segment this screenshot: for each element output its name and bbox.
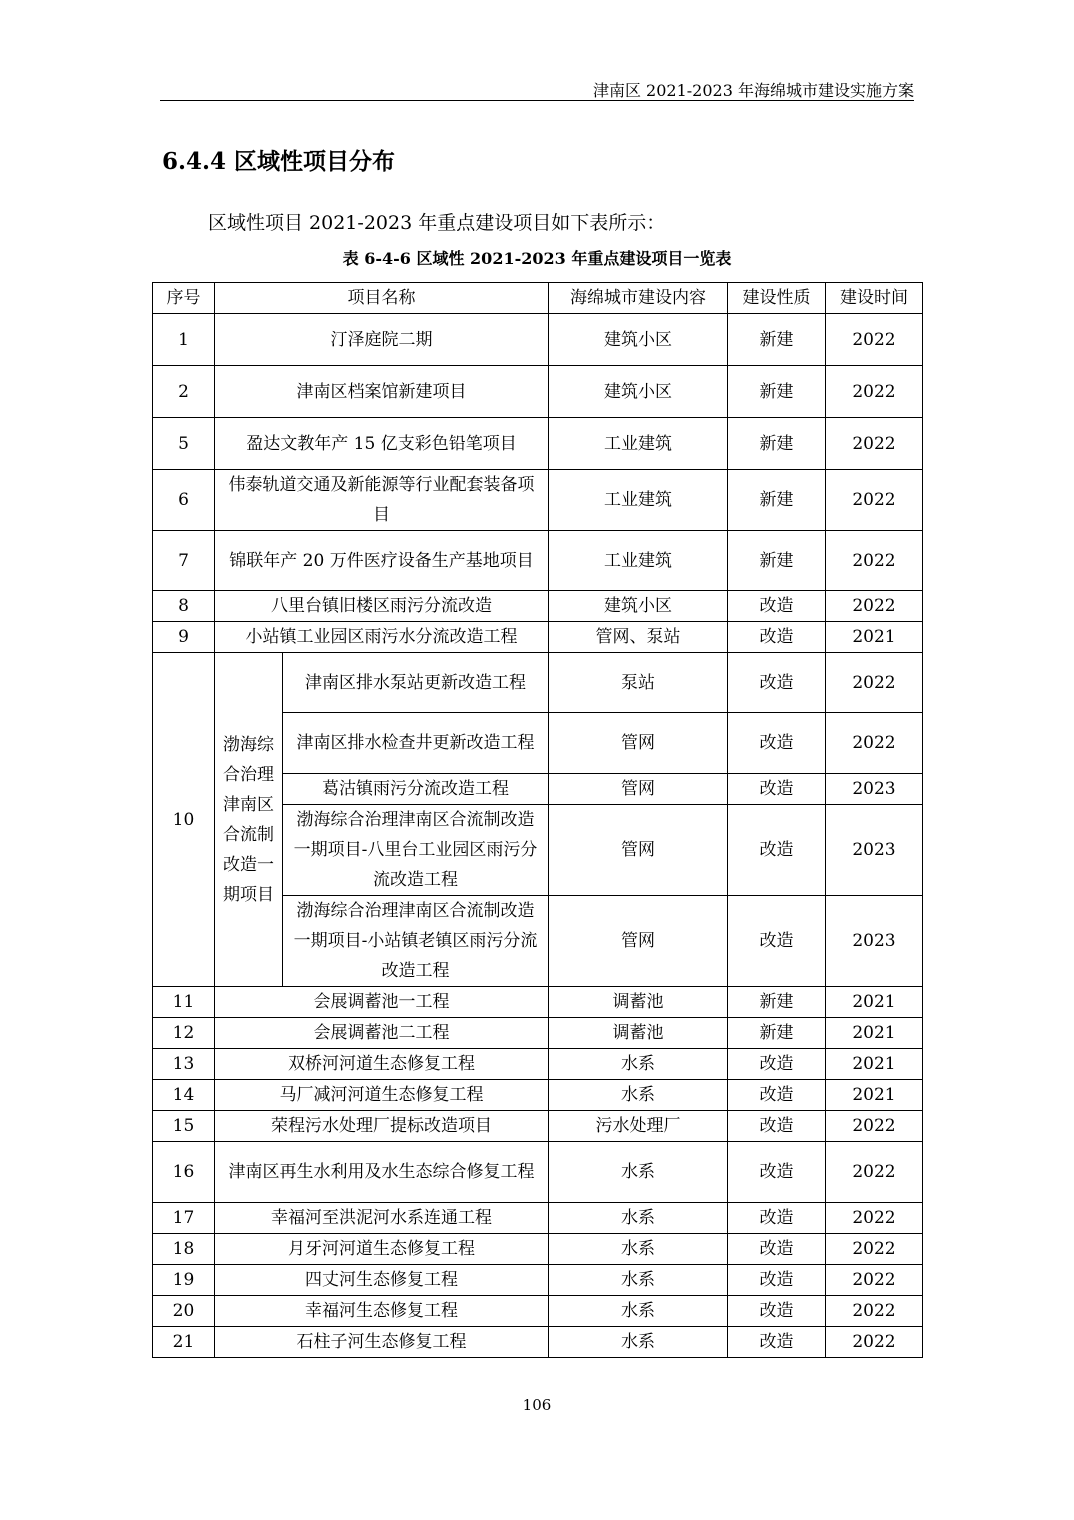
- cell-no: 13: [153, 1049, 215, 1080]
- cell-nature: 新建: [728, 987, 826, 1018]
- cell-time: 2021: [826, 1018, 923, 1049]
- cell-no: 15: [153, 1111, 215, 1142]
- header-name: 项目名称: [215, 283, 549, 314]
- cell-name: 盈达文教年产 15 亿支彩色铅笔项目: [215, 418, 549, 470]
- cell-content: 污水处理厂: [549, 1111, 728, 1142]
- cell-no: 18: [153, 1234, 215, 1265]
- cell-no: 8: [153, 591, 215, 622]
- table-row: [153, 591, 923, 622]
- cell-time: 2023: [826, 774, 923, 805]
- cell-no: 11: [153, 987, 215, 1018]
- table-row: [153, 1327, 923, 1358]
- cell-no: 19: [153, 1265, 215, 1296]
- cell-nature: 改造: [728, 713, 826, 774]
- cell-time: 2022: [826, 713, 923, 774]
- cell-nature: 改造: [728, 1111, 826, 1142]
- cell-name: 荣程污水处理厂提标改造项目: [215, 1111, 549, 1142]
- cell-content: 工业建筑: [549, 470, 728, 531]
- cell-content: 建筑小区: [549, 591, 728, 622]
- cell-content: 调蓄池: [549, 1018, 728, 1049]
- cell-time: 2022: [826, 591, 923, 622]
- cell-content: 管网: [549, 896, 728, 987]
- cell-time: 2021: [826, 622, 923, 653]
- cell-time: 2022: [826, 1203, 923, 1234]
- cell-subname: 渤海综合治理津南区合流制改造一期项目-八里台工业园区雨污分流改造工程: [283, 805, 549, 896]
- cell-content: 水系: [549, 1296, 728, 1327]
- header-no: 序号: [153, 283, 215, 314]
- table-row: [153, 1234, 923, 1265]
- cell-nature: 改造: [728, 805, 826, 896]
- cell-subname: 葛沽镇雨污分流改造工程: [283, 774, 549, 805]
- cell-name: 伟泰轨道交通及新能源等行业配套装备项目: [215, 470, 549, 531]
- cell-name: 石柱子河生态修复工程: [215, 1327, 549, 1358]
- cell-no: 12: [153, 1018, 215, 1049]
- cell-name: 会展调蓄池一工程: [215, 987, 549, 1018]
- project-table: [152, 282, 923, 1358]
- cell-name: 锦联年产 20 万件医疗设备生产基地项目: [215, 531, 549, 591]
- cell-no: 7: [153, 531, 215, 591]
- cell-no: 14: [153, 1080, 215, 1111]
- cell-content: 管网: [549, 774, 728, 805]
- table-header-row: [153, 283, 923, 314]
- cell-nature: 改造: [728, 1296, 826, 1327]
- cell-time: 2022: [826, 653, 923, 713]
- cell-nature: 改造: [728, 1203, 826, 1234]
- cell-no: 6: [153, 470, 215, 531]
- cell-subname: 津南区排水检查井更新改造工程: [283, 713, 549, 774]
- table-row: [153, 531, 923, 591]
- cell-nature: 改造: [728, 1327, 826, 1358]
- cell-nature: 改造: [728, 591, 826, 622]
- cell-nature: 改造: [728, 1049, 826, 1080]
- table-row: [153, 1296, 923, 1327]
- table-row: [153, 1203, 923, 1234]
- cell-nature: 改造: [728, 653, 826, 713]
- cell-subname: 津南区排水泵站更新改造工程: [283, 653, 549, 713]
- cell-nature: 改造: [728, 774, 826, 805]
- table-row: [153, 622, 923, 653]
- cell-time: 2022: [826, 1142, 923, 1203]
- cell-content: 工业建筑: [549, 418, 728, 470]
- cell-name: 小站镇工业园区雨污水分流改造工程: [215, 622, 549, 653]
- header-nature: 建设性质: [728, 283, 826, 314]
- cell-nature: 改造: [728, 1080, 826, 1111]
- cell-time: 2021: [826, 1080, 923, 1111]
- cell-content: 调蓄池: [549, 987, 728, 1018]
- table-row: [153, 314, 923, 366]
- cell-name: 津南区档案馆新建项目: [215, 366, 549, 418]
- cell-content: 管网: [549, 805, 728, 896]
- cell-time: 2022: [826, 1296, 923, 1327]
- table-row: [153, 1265, 923, 1296]
- cell-time: 2022: [826, 366, 923, 418]
- cell-content: 管网、泵站: [549, 622, 728, 653]
- table-row: [153, 1080, 923, 1111]
- cell-time: 2023: [826, 805, 923, 896]
- cell-time: 2022: [826, 1265, 923, 1296]
- cell-no: 10: [153, 653, 215, 987]
- cell-content: 水系: [549, 1327, 728, 1358]
- table-row: [153, 470, 923, 531]
- cell-name: 津南区再生水利用及水生态综合修复工程: [215, 1142, 549, 1203]
- table-row-group: [153, 653, 923, 713]
- cell-nature: 新建: [728, 314, 826, 366]
- cell-nature: 改造: [728, 1234, 826, 1265]
- table-row: [153, 987, 923, 1018]
- cell-content: 水系: [549, 1142, 728, 1203]
- cell-name: 马厂减河河道生态修复工程: [215, 1080, 549, 1111]
- cell-nature: 新建: [728, 470, 826, 531]
- table-row: [153, 1018, 923, 1049]
- cell-name: 幸福河生态修复工程: [215, 1296, 549, 1327]
- cell-nature: 新建: [728, 1018, 826, 1049]
- section-title: 6.4.4 区域性项目分布: [162, 148, 396, 175]
- cell-content: 工业建筑: [549, 531, 728, 591]
- cell-content: 建筑小区: [549, 314, 728, 366]
- cell-content: 泵站: [549, 653, 728, 713]
- cell-time: 2022: [826, 314, 923, 366]
- cell-nature: 新建: [728, 366, 826, 418]
- cell-time: 2022: [826, 1111, 923, 1142]
- table-row: [153, 1111, 923, 1142]
- cell-name: 会展调蓄池二工程: [215, 1018, 549, 1049]
- cell-time: 2022: [826, 1234, 923, 1265]
- cell-name: 四丈河生态修复工程: [215, 1265, 549, 1296]
- cell-time: 2022: [826, 470, 923, 531]
- cell-name: 幸福河至洪泥河水系连通工程: [215, 1203, 549, 1234]
- cell-content: 水系: [549, 1049, 728, 1080]
- cell-no: 17: [153, 1203, 215, 1234]
- table-row: [153, 418, 923, 470]
- cell-time: 2021: [826, 1049, 923, 1080]
- intro-paragraph: 区域性项目 2021-2023 年重点建设项目如下表所示：: [208, 212, 666, 234]
- cell-no: 16: [153, 1142, 215, 1203]
- cell-content: 水系: [549, 1080, 728, 1111]
- cell-name: 双桥河河道生态修复工程: [215, 1049, 549, 1080]
- header-content: 海绵城市建设内容: [549, 283, 728, 314]
- cell-no: 21: [153, 1327, 215, 1358]
- cell-name: 汀泽庭院二期: [215, 314, 549, 366]
- page-number: 106: [522, 1396, 552, 1414]
- table-row: [153, 1049, 923, 1080]
- cell-time: 2022: [826, 1327, 923, 1358]
- group-name-cell: 渤海综合治理津南区合流制改造一期项目: [215, 653, 283, 987]
- cell-name: 月牙河河道生态修复工程: [215, 1234, 549, 1265]
- cell-content: 水系: [549, 1234, 728, 1265]
- table-row: [153, 1142, 923, 1203]
- cell-no: 20: [153, 1296, 215, 1327]
- cell-time: 2022: [826, 418, 923, 470]
- cell-nature: 改造: [728, 896, 826, 987]
- header-time: 建设时间: [826, 283, 923, 314]
- cell-nature: 新建: [728, 418, 826, 470]
- cell-nature: 改造: [728, 1265, 826, 1296]
- table-caption: 表 6-4-6 区域性 2021-2023 年重点建设项目一览表: [342, 249, 732, 268]
- cell-no: 1: [153, 314, 215, 366]
- cell-nature: 新建: [728, 531, 826, 591]
- cell-name: 八里台镇旧楼区雨污分流改造: [215, 591, 549, 622]
- cell-subname: 渤海综合治理津南区合流制改造一期项目-小站镇老镇区雨污分流改造工程: [283, 896, 549, 987]
- cell-content: 建筑小区: [549, 366, 728, 418]
- cell-content: 管网: [549, 713, 728, 774]
- cell-no: 2: [153, 366, 215, 418]
- cell-nature: 改造: [728, 622, 826, 653]
- cell-no: 5: [153, 418, 215, 470]
- table-row: [153, 366, 923, 418]
- cell-time: 2022: [826, 531, 923, 591]
- cell-nature: 改造: [728, 1142, 826, 1203]
- running-header: 津南区 2021-2023 年海绵城市建设实施方案: [592, 81, 914, 100]
- cell-content: 水系: [549, 1265, 728, 1296]
- cell-content: 水系: [549, 1203, 728, 1234]
- cell-time: 2021: [826, 987, 923, 1018]
- cell-no: 9: [153, 622, 215, 653]
- header-rule: [160, 100, 914, 101]
- cell-time: 2023: [826, 896, 923, 987]
